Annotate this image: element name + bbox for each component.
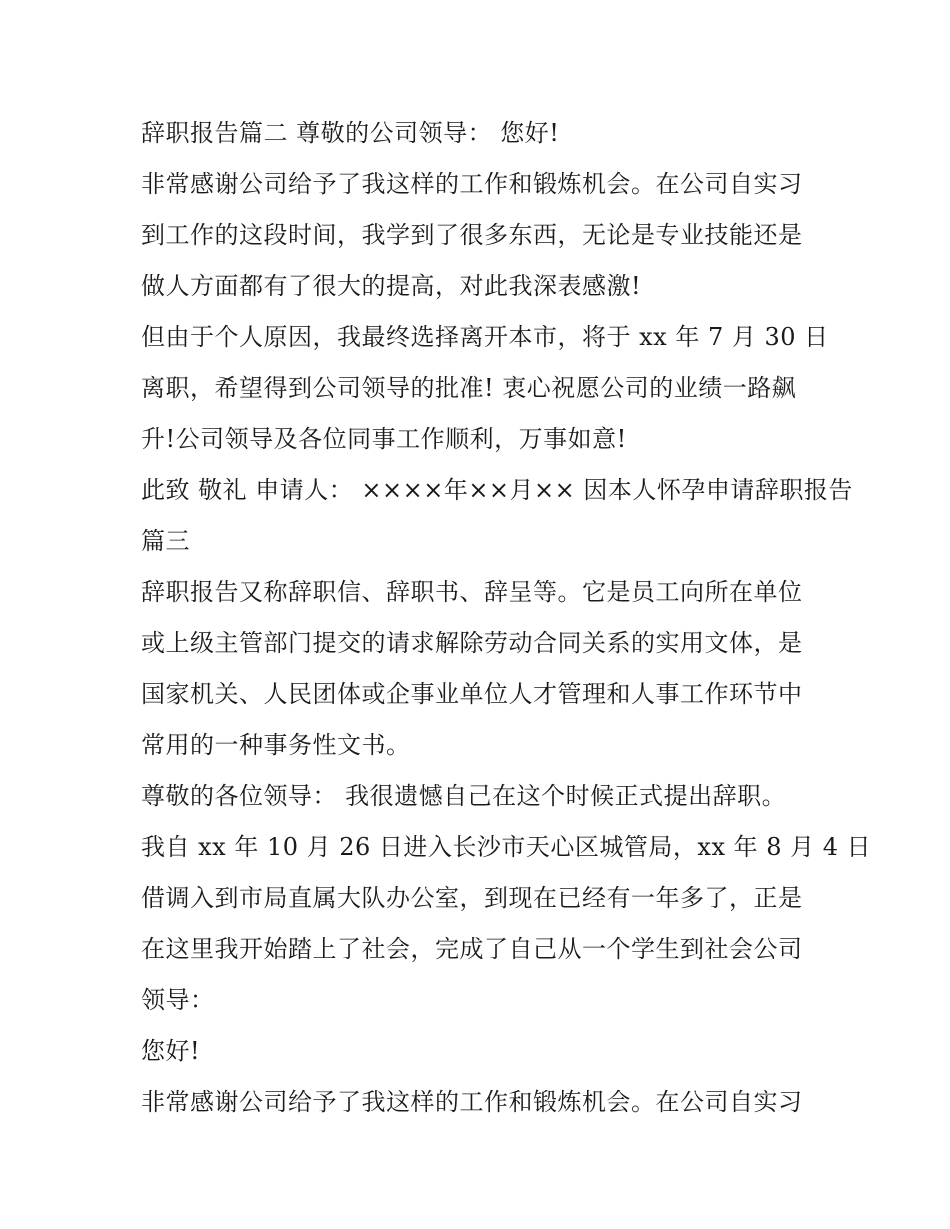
text-line: 非常感谢公司给予了我这样的工作和锻炼机会。在公司自实习	[141, 170, 803, 198]
text-line: 我自 xx 年 10 月 26 日进入长沙市天心区城管局，xx 年 8 月 4 日	[141, 833, 872, 861]
text-line: 国家机关、人民团体或企事业单位人才管理和人事工作环节中	[141, 680, 803, 708]
text-line: 到工作的这段时间，我学到了很多东西，无论是专业技能还是	[141, 221, 803, 249]
text-line: 升!公司领导及各位同事工作顺利，万事如意!	[141, 425, 627, 453]
text-line: 尊敬的各位领导： 我很遗憾自己在这个时候正式提出辞职。	[141, 782, 787, 810]
text-line: 在这里我开始踏上了社会，完成了自己从一个学生到社会公司	[141, 935, 803, 963]
text-line: 做人方面都有了很大的提高，对此我深表感激!	[141, 272, 642, 300]
text-line: 非常感谢公司给予了我这样的工作和锻炼机会。在公司自实习	[141, 1088, 803, 1116]
text-line: 此致 敬礼 申请人： ××××年××月×× 因本人怀孕申请辞职报告	[141, 476, 853, 504]
text-line: 篇三	[141, 527, 190, 555]
text-line: 常用的一种事务性文书。	[141, 731, 411, 759]
text-line: 领导：	[141, 986, 215, 1014]
text-line: 但由于个人原因，我最终选择离开本市，将于 xx 年 7 月 30 日	[141, 323, 829, 351]
document-body	[141, 108, 872, 1128]
text-line: 辞职报告篇二 尊敬的公司领导： 您好!	[141, 119, 560, 147]
text-line: 或上级主管部门提交的请求解除劳动合同关系的实用文体，是	[141, 629, 803, 657]
text-line: 借调入到市局直属大队办公室，到现在已经有一年多了，正是	[141, 884, 803, 912]
text-line: 离职，希望得到公司领导的批准! 衷心祝愿公司的业绩一路飙	[141, 374, 797, 402]
text-line: 辞职报告又称辞职信、辞职书、辞呈等。它是员工向所在单位	[141, 578, 803, 606]
text-line: 您好!	[141, 1037, 201, 1065]
